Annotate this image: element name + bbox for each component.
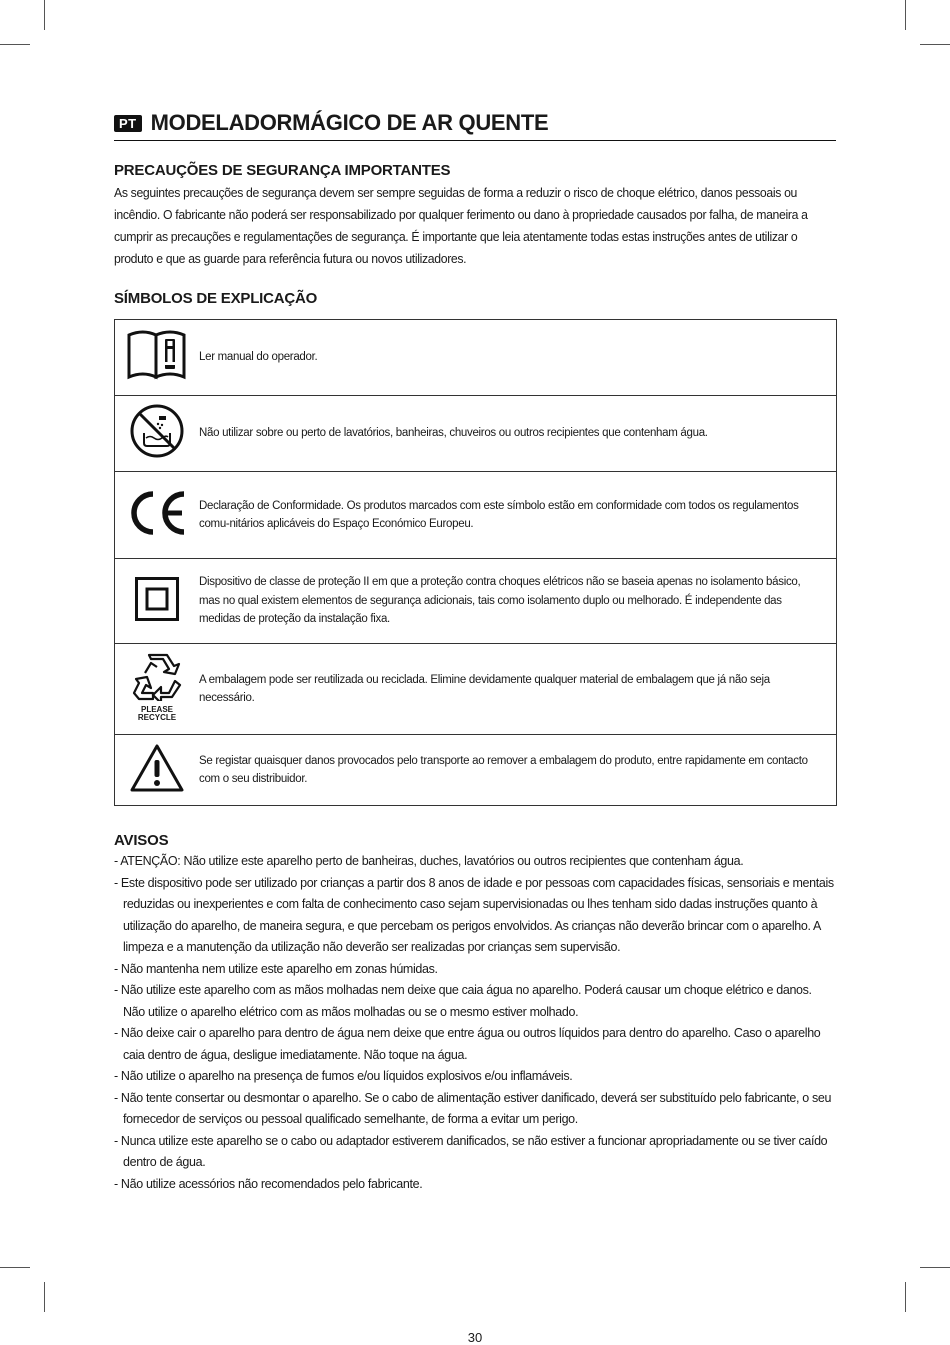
warnings-section xyxy=(114,832,836,1195)
crop-mark xyxy=(44,1282,45,1312)
symbol-description: Se registar quaisquer danos provocados pelo transporte ao remover a embalagem do produto, entre rapidamente em contacto com o seu distribuidor. xyxy=(199,735,837,806)
symbol-description: Dispositivo de classe de proteção II em que a proteção contra choques elétricos não se baseia apenas no isolamento básico, mas no qual existem elementos de segurança adicionais, tais como isolamento duplo ou melhorado. É independente das medidas de proteção da instalação fixa. xyxy=(199,559,837,644)
language-badge: PT xyxy=(114,115,142,132)
list-item: - Não utilize este aparelho com as mãos molhadas nem deixe que caia água no aparelho. Poderá causar um choque elétrico e danos. Não utilize o aparelho elétrico com as mãos molhadas ou se o mesmo estiver molhado. xyxy=(114,983,812,1019)
list-item: - Não mantenha nem utilize este aparelho em zonas húmidas. xyxy=(114,961,438,976)
symbol-row xyxy=(115,644,837,735)
recycle-label-recycle: RECYCLE xyxy=(137,713,177,722)
list-item: - Nunca utilize este aparelho se o cabo ou adaptador estiverem danificados, se não estiver a funcionar apropriadamente ou se tiver caído dentro de água. xyxy=(114,1133,828,1169)
symbol-description: Ler manual do operador. xyxy=(199,320,837,396)
crop-mark xyxy=(44,0,45,30)
list-item: - Não utilize o aparelho na presença de fumos e/ou líquidos explosivos e/ou inflamáveis. xyxy=(114,1069,573,1083)
warning-triangle-icon xyxy=(129,743,185,798)
crop-mark xyxy=(920,1267,950,1268)
symbol-row xyxy=(115,735,837,806)
page-number: 30 xyxy=(467,1330,483,1345)
list-item: - Este dispositivo pode ser utilizado por crianças a partir dos 8 anos de idade e por pessoas com capacidades físicas, sensoriais e mentais reduzidas ou inexperientes e com falta de conhecimento caso sejam supervisionadas ou lhes tenham sido dadas instruções quanto à utilização do aparelho, de maneira segura, e que percebam os perigos envolvidos. As crianças não deverão brincar com o aparelho. A limpeza e a manutenção da utilização não deverão ser realizadas por crianças sem supervisão. xyxy=(114,875,834,954)
safety-section xyxy=(114,162,836,270)
recycle-icon xyxy=(131,653,183,722)
crop-mark xyxy=(905,1282,906,1312)
safety-heading: PRECAUÇÕES DE SEGURANÇA IMPORTANTES xyxy=(114,162,451,179)
list-item: - Não deixe cair o aparelho para dentro de água nem deixe que entre água ou outros líquidos para dentro do aparelho. Caso o aparelho caia dentro de água, desligue imediatamente. Não toque na água. xyxy=(114,1026,821,1062)
page-header xyxy=(114,110,836,141)
symbol-description: Não utilizar sobre ou perto de lavatórios, banheiras, chuveiros ou outros recipientes que contenham água. xyxy=(199,396,837,472)
symbols-table xyxy=(114,319,837,806)
manual-icon xyxy=(126,329,188,386)
crop-mark xyxy=(905,0,906,30)
symbol-row xyxy=(115,320,837,396)
page-title: MODELADORMÁGICO DE AR QUENTE xyxy=(150,110,549,135)
list-item: - Não tente consertar ou desmontar o aparelho. Se o cabo de alimentação estiver danificado, deverá ser substituído pelo fabricante, o seu fornecedor de serviços ou pessoal qualificado semelhante, de forma a evitar um perigo. xyxy=(114,1090,832,1126)
warnings-list xyxy=(114,851,836,1195)
crop-mark xyxy=(0,44,30,45)
symbol-description: Declaração de Conformidade. Os produtos marcados com este símbolo estão em conformidade com todos os regulamentos comu-nitários aplicáveis do Espaço Económico Europeu. xyxy=(199,472,837,559)
warnings-heading: AVISOS xyxy=(114,832,169,849)
symbol-description: A embalagem pode ser reutilizada ou reciclada. Elimine devidamente qualquer material de embalagem que já não seja necessário. xyxy=(199,644,837,735)
ce-mark-icon xyxy=(126,490,188,541)
recycle-label-please: PLEASE xyxy=(140,705,173,714)
class-ii-icon xyxy=(134,576,180,627)
symbol-row xyxy=(115,396,837,472)
document-page xyxy=(114,110,836,1345)
no-water-icon xyxy=(129,403,185,464)
crop-mark xyxy=(920,44,950,45)
list-item: - ATENÇÃO: Não utilize este aparelho perto de banheiras, duches, lavatórios ou outros recipientes que contenham água. xyxy=(114,854,744,868)
safety-paragraph: As seguintes precauções de segurança devem ser sempre seguidas de forma a reduzir o risco de choque elétrico, danos pessoais ou incêndio. O fabricante não poderá ser responsabilizado por qualquer ferimento ou dano à propriedade causados por falha, de maneira a cumprir as precauções e regulamentações de segurança. É importante que leia atentamente todas estas instruções antes de utilizar o produto e que as guarde para referência futura ou novos utilizadores. xyxy=(114,186,808,266)
symbol-row xyxy=(115,472,837,559)
symbols-heading: SÍMBOLOS DE EXPLICAÇÃO xyxy=(114,290,318,307)
symbol-row xyxy=(115,559,837,644)
list-item: - Não utilize acessórios não recomendados pelo fabricante. xyxy=(114,1176,423,1191)
crop-mark xyxy=(0,1267,30,1268)
